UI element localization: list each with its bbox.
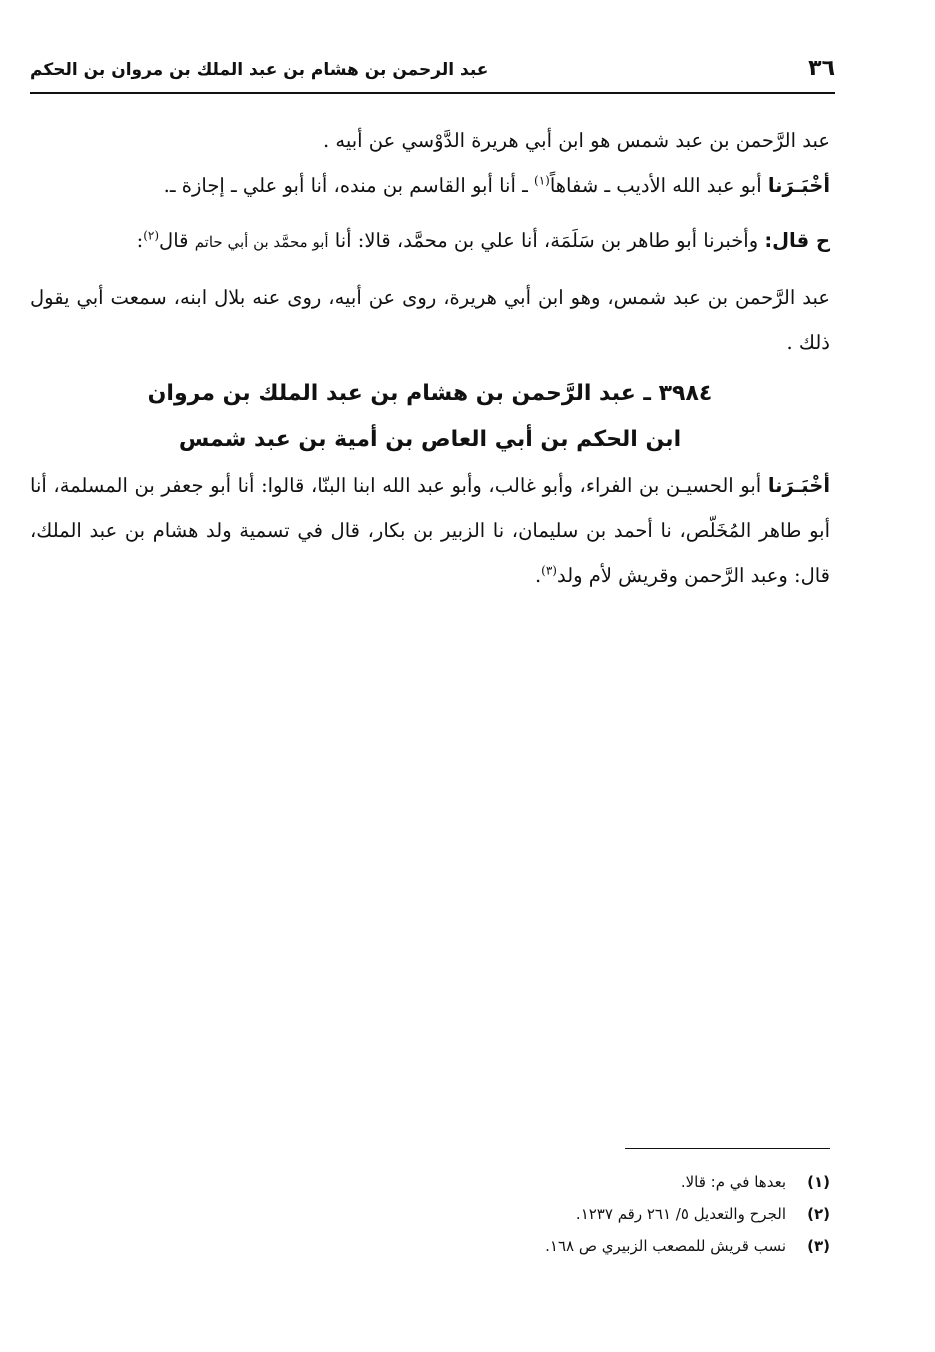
paragraph-1 <box>30 118 830 163</box>
main-text <box>30 118 830 598</box>
footnote-ref-2: (٢) <box>143 228 160 243</box>
header-divider <box>30 92 835 94</box>
ha-qala-keyword: ح قال: <box>764 229 830 252</box>
footnote-ref-3: (٣) <box>541 563 557 578</box>
heading-line-1: ٣٩٨٤ ـ عبد الرَّحمن بن هشام بن عبد الملك بن مروان <box>147 381 713 406</box>
paragraph-4-text: عبد الرَّحمن بن عبد شمس، وهو ابن أبي هريرة، روى عن أبيه، روى عنه بلال ابنه، سمعت أبي يقول ذلك . <box>30 286 830 354</box>
footnotes <box>300 1166 830 1262</box>
paragraph-1-text: عبد الرَّحمن بن عبد شمس هو ابن أبي هريرة الدَّوْسي عن أبيه . <box>323 129 830 152</box>
footnote-text: بعدها في م: قالا. <box>680 1173 786 1191</box>
footnote-ref-1: (١) <box>534 173 550 188</box>
page-header <box>30 56 835 92</box>
footnote-2 <box>300 1198 830 1230</box>
akhbarana-keyword: أخْبَـرَنا <box>767 174 830 197</box>
footnote-number: (٢) <box>807 1205 830 1223</box>
paragraph-5-end: . <box>534 564 542 587</box>
entry-heading <box>30 371 830 463</box>
akhbarana-keyword-2: أخْبَـرَنا <box>767 474 830 497</box>
paragraph-3-end: قال <box>159 229 189 252</box>
footnote-number: (٣) <box>807 1237 830 1255</box>
footnote-text: نسب قريش للمصعب الزبيري ص ١٦٨. <box>545 1237 786 1255</box>
footnote-number: (١) <box>807 1173 830 1191</box>
footnote-3 <box>300 1230 830 1262</box>
paragraph-4 <box>30 275 830 365</box>
paragraph-2-rest: ـ أنا أبو القاسم بن منده، أنا أبو علي ـ إجازة ـ. <box>163 174 528 197</box>
paragraph-5-text: أبو الحسيـن بن الفراء، وأبو غالب، وأبو عبد الله ابنا البنّا، قالوا: أنا أبو جعفر بن المسلمة، أنا أبو طاهر المُخَلّص، نا أحمد بن سليمان، نا الزبير بن بكار، قال في تسمية ولد هشام بن عبد الملك، قال: وعبد الرَّحمن وقريش لأم ولد <box>30 474 830 587</box>
heading-line-2: ابن الحكم بن أبي العاص بن أمية بن عبد شمس <box>178 427 682 452</box>
page-number: ٣٦ <box>808 56 835 81</box>
running-title: عبد الرحمن بن هشام بن عبد الملك بن مروان بن الحكم <box>30 60 489 80</box>
footnote-text: الجرح والتعديل ٥/ ٢٦١ رقم ١٢٣٧. <box>575 1205 786 1223</box>
paragraph-2-text: أبو عبد الله الأديب ـ شفاهاً <box>549 174 762 197</box>
paragraph-2 <box>30 163 830 208</box>
footnote-divider <box>625 1148 830 1149</box>
paragraph-3-text: وأخبرنا أبو طاهر بن سَلَمَة، أنا علي بن محمَّد، قالا: أنا <box>334 229 759 252</box>
paragraph-3-small-text: أبو محمَّد بن أبي حاتم <box>194 233 329 251</box>
paragraph-3-colon: : <box>136 229 144 252</box>
footnote-1 <box>300 1166 830 1198</box>
paragraph-5 <box>30 463 830 598</box>
paragraph-3 <box>30 218 830 265</box>
